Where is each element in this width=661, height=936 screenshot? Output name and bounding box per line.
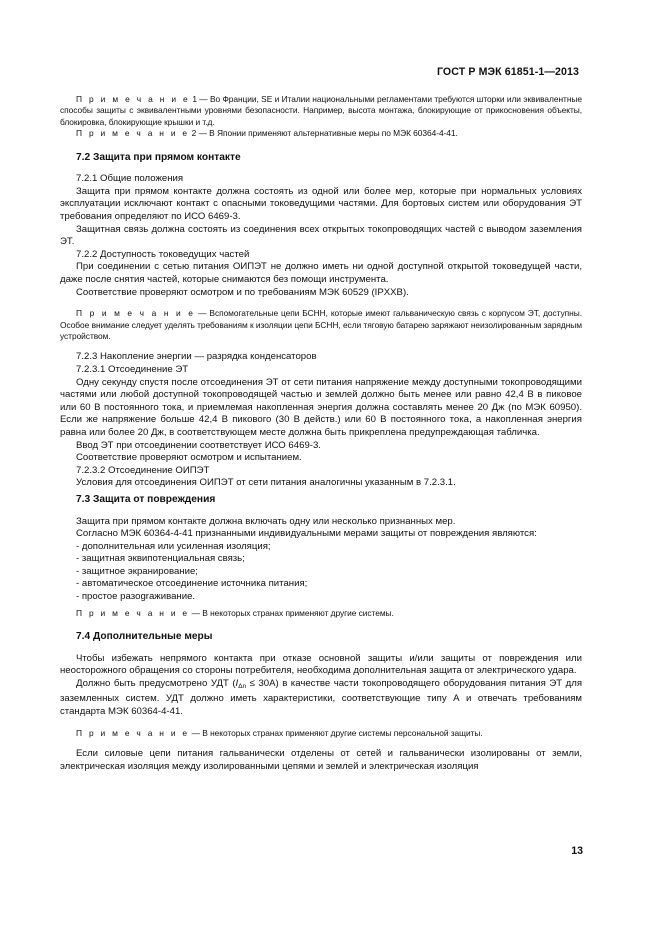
current-subscript: Δn <box>238 682 247 690</box>
paragraph-rcd <box>60 678 582 719</box>
section-heading-7-4: 7.4 Дополнительные меры <box>76 631 213 643</box>
paragraph: Соответствие проверяют осмотром и по требованиям МЭК 60529 (IPXXB). <box>76 286 409 298</box>
protection-measures-list <box>60 541 582 604</box>
paragraph: Защитная связь должна состоять из соединения всех открытых токопроводящих частей с выводом заземления ЭТ. <box>60 223 582 248</box>
subsection-7-2-3-1: 7.2.3.1 Отсоединение ЭТ <box>76 363 189 375</box>
text-fragment: Должно быть предусмотрено УДТ ( <box>76 677 236 689</box>
list-item: - защитное экранирование; <box>76 565 198 577</box>
note-1 <box>60 94 582 128</box>
list-item: - автоматическое отсоединение источника питания; <box>76 578 308 590</box>
note-text: 2 — В Японии применяют альтернативные меры по МЭК 60364-4-41. <box>189 128 458 139</box>
note-text: — В некоторых странах применяют другие системы персональной защиты. <box>189 727 483 738</box>
note-bsnn <box>60 308 582 342</box>
document-code: ГОСТ Р МЭК 61851-1—2013 <box>436 66 579 78</box>
note-other-systems <box>60 608 582 619</box>
note-label: П р и м е ч а н и е <box>76 727 190 738</box>
page-content <box>60 94 582 773</box>
list-item: - дополнительная или усиленная изоляция; <box>76 540 271 552</box>
note-label: П р и м е ч а н и е <box>76 308 196 319</box>
page-number: 13 <box>571 845 583 857</box>
paragraph: Соответствие проверяют осмотром и испытанием. <box>76 452 302 464</box>
text-fragment: ≤ 30А) в качестве части токопроводящего оборудования питания ЭТ для заземленных систем. УДТ должно иметь характеристики, соответствующие типу А и отвечать требованиям стандарта МЭК 60364-4-41. <box>60 677 583 718</box>
paragraph: Согласно МЭК 60364-4-41 признанными индивидуальными мерами защиты от повреждения являются: <box>76 528 537 540</box>
paragraph: Защита при прямом контакте должна включать одну или несколько признанных мер. <box>76 515 456 527</box>
subsection-7-2-3-2: 7.2.3.2 Отсоединение ОИПЭТ <box>76 464 210 476</box>
note-personal-protection <box>60 728 582 739</box>
note-text: 1 — Во Франции, SE и Италии национальными регламентами требуются шторки или эквивалентные способы защиты с эквивалентными уровнями безопасности. Например, высота монтажа, блокирующие от прикосновения объекты, блокировка, блокирующие крышки и т.д. <box>60 94 582 127</box>
subsection-7-2-2: 7.2.2 Доступность токоведущих частей <box>76 248 250 260</box>
paragraph: При соединении с сетью питания ОИПЭТ не должно иметь ни одной доступной открытой токоведущей части, даже после снятия частей, которые снимаются без помощи инструмента. <box>60 261 582 285</box>
paragraph: Чтобы избежать непрямого контакта при отказе основной защиты и/или защиты от повреждения или неосторожного обращения со стороны потребителя, необходима дополнительная защита от электрического удара. <box>60 652 582 677</box>
note-label: П р и м е ч а н и е <box>76 94 190 104</box>
note-text: — Вспомогательные цепи БСНН, которые имеют гальваническую связь с корпусом ЭТ, доступны. Особое внимание следует уделять требованиям к изоляции цепи БСНН, если тяговую батарею заряжают неизолированным зарядным устройством. <box>60 308 582 341</box>
list-item: - защитная эквипотенциальная связь; <box>76 553 245 565</box>
list-item: - простое разograживание. <box>76 591 196 603</box>
paragraph: Защита при прямом контакте должна состоять из одной или более мер, которые при нормальных условиях эксплуатации исключают контакт с опасными токоведущими частями. Для бортовых систем или оборудования ЭТ требования определяют по ИСО 6469-3. <box>60 185 582 222</box>
note-label: П р и м е ч а н и е <box>76 128 190 139</box>
section-heading-7-3: 7.3 Защита от повреждения <box>76 493 216 505</box>
paragraph: Одну секунду спустя после отсоединения ЭТ от сети питания напряжение между доступными токопроводящими частями или любой доступной токопроводящей частью и землей должно быть менее или равно 42,4 В в пиковое или 60 В постоянного тока, и приемлемая накопленная энергия должна составлять менее 20 Дж (по МЭК 60950). Если же напряжение больше 42,4 В пикового (30 В действ.) или 60 В постоянного тока, а накопленная энергия равна или более 20 Дж, в соответствующем месте должна быть прикреплена предупреждающая табличка. <box>60 376 582 438</box>
note-text: — В некоторых странах применяют другие системы. <box>189 607 394 618</box>
paragraph: Условия для отсоединения ОИПЭТ от сети питания аналогичны указанным в 7.2.3.1. <box>76 477 456 489</box>
subsection-7-2-3: 7.2.3 Накопление энергии — разрядка конденсаторов <box>76 351 317 363</box>
paragraph: Ввод ЭТ при отсоединении соответствует ИСО 6469-3. <box>76 439 321 451</box>
section-heading-7-2: 7.2 Защита при прямом контакте <box>76 151 241 163</box>
subsection-7-2-1: 7.2.1 Общие положения <box>76 173 184 185</box>
note-2 <box>60 128 582 139</box>
note-label: П р и м е ч а н и е <box>76 607 190 618</box>
paragraph: Если силовые цепи питания гальванически отделены от сетей и гальванически изолированы от земли, электрическая изоляция между изолированными цепями и землей и электрическая изоляция <box>60 748 582 772</box>
current-symbol: I <box>235 677 239 689</box>
